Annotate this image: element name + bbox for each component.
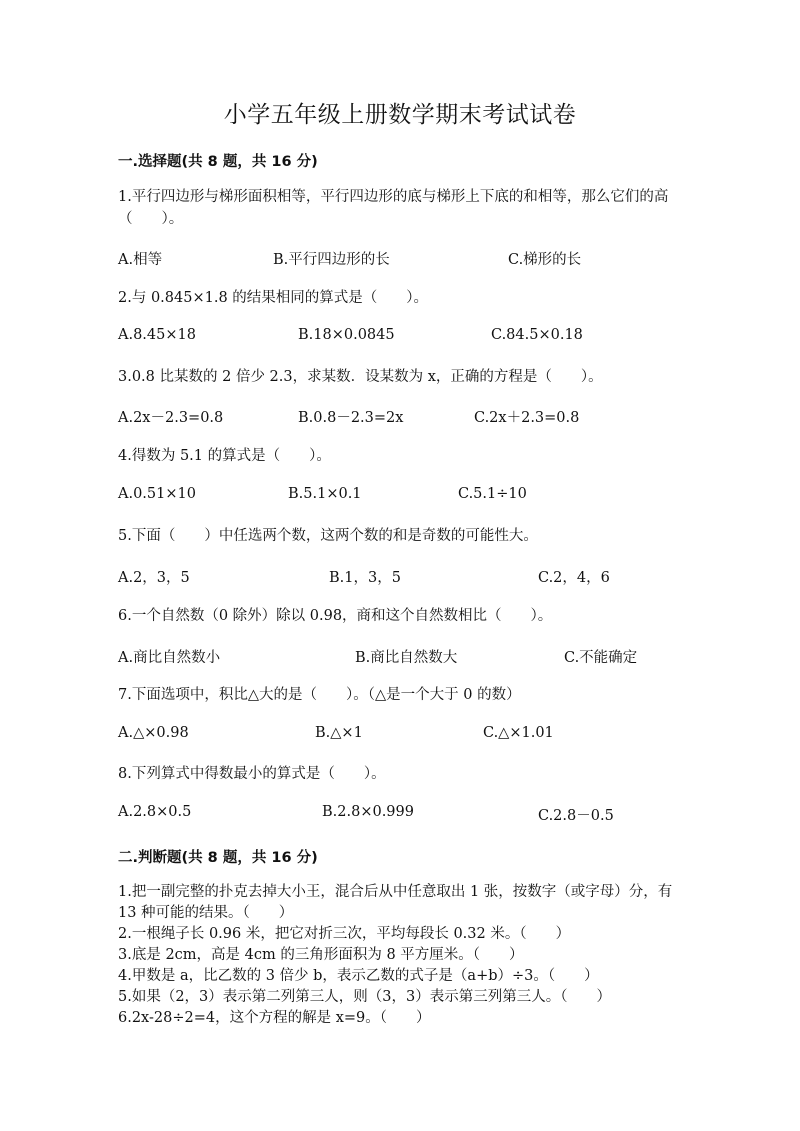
section-heading-true-false: 二.判断题(共 8 题，共 16 分)	[118, 850, 318, 866]
options-q5	[118, 566, 718, 588]
list-item: 6.2x-28÷2=4，这个方程的解是 x=9。（ ）	[118, 1010, 431, 1026]
option-c: C.84.5×0.18	[491, 327, 583, 343]
options-q3	[118, 406, 718, 428]
option-a: A.0.51×10	[118, 486, 196, 502]
options-q8	[118, 804, 718, 826]
option-c: C.梯形的长	[508, 252, 582, 268]
option-a: A.2.8×0.5	[118, 804, 192, 820]
true-false-list	[118, 882, 683, 1029]
option-c: C.△×1.01	[483, 725, 554, 741]
question-5: 5.下面（ ）中任选两个数，这两个数的和是奇数的可能性大。	[118, 528, 538, 544]
options-q6	[118, 646, 718, 668]
option-a: A.△×0.98	[118, 725, 189, 741]
options-q2	[118, 327, 718, 349]
option-c: C.2.8－0.5	[538, 808, 614, 824]
section-heading-choice: 一.选择题(共 8 题，共 16 分)	[118, 154, 318, 170]
question-6: 6.一个自然数（0 除外）除以 0.98，商和这个自然数相比（ ）。	[118, 608, 553, 624]
list-item: 1.把一副完整的扑克去掉大小王，混合后从中任意取出 1 张，按数字（或字母）分，有 13 种可能的结果。（ ）	[118, 884, 673, 921]
option-b: B.商比自然数大	[355, 650, 458, 666]
list-item: 4.甲数是 a，比乙数的 3 倍少 b，表示乙数的式子是（a+b）÷3。（ ）	[118, 968, 599, 984]
option-c: C.2x＋2.3=0.8	[474, 410, 580, 426]
question-7: 7.下面选项中，积比△大的是（ ）。（△是一个大于 0 的数）	[118, 687, 521, 703]
list-item: 5.如果（2，3）表示第二列第三人，则（3，3）表示第三列第三人。（ ）	[118, 989, 611, 1005]
option-a: A.相等	[118, 252, 163, 268]
question-1: 1.平行四边形与梯形面积相等，平行四边形的底与梯形上下底的和相等，那么它们的高（ ）。	[118, 189, 669, 227]
question-4: 4.得数为 5.1 的算式是（ ）。	[118, 448, 331, 464]
question-2: 2.与 0.845×1.8 的结果相同的算式是（ ）。	[118, 290, 429, 306]
option-b: B.18×0.0845	[298, 327, 395, 343]
option-c: C.不能确定	[564, 650, 638, 666]
question-3: 3.0.8 比某数的 2 倍少 2.3，求某数．设某数为 x，正确的方程是（ ）。	[118, 369, 603, 385]
option-c: C.2，4，6	[538, 570, 610, 586]
list-item: 3.底是 2cm，高是 4cm 的三角形面积为 8 平方厘米。（ ）	[118, 947, 524, 963]
option-a: A.2x－2.3=0.8	[118, 410, 224, 426]
options-q4	[118, 486, 718, 508]
option-a: A.商比自然数小	[118, 650, 221, 666]
option-b: B.平行四边形的长	[273, 252, 390, 268]
list-item: 2.一根绳子长 0.96 米，把它对折三次，平均每段长 0.32 米。（ ）	[118, 926, 571, 942]
option-b: B.△×1	[315, 725, 363, 741]
page-title: 小学五年级上册数学期末考试试卷	[223, 102, 577, 128]
option-a: A.8.45×18	[118, 327, 196, 343]
options-q7	[118, 725, 718, 747]
question-8: 8.下列算式中得数最小的算式是（ ）。	[118, 766, 386, 782]
option-b: B.1，3，5	[329, 570, 401, 586]
option-a: A.2，3，5	[118, 570, 190, 586]
option-b: B.0.8－2.3=2x	[298, 410, 404, 426]
option-c: C.5.1÷10	[458, 486, 527, 502]
option-b: B.2.8×0.999	[322, 804, 414, 820]
options-q1	[118, 248, 718, 270]
option-b: B.5.1×0.1	[288, 486, 362, 502]
